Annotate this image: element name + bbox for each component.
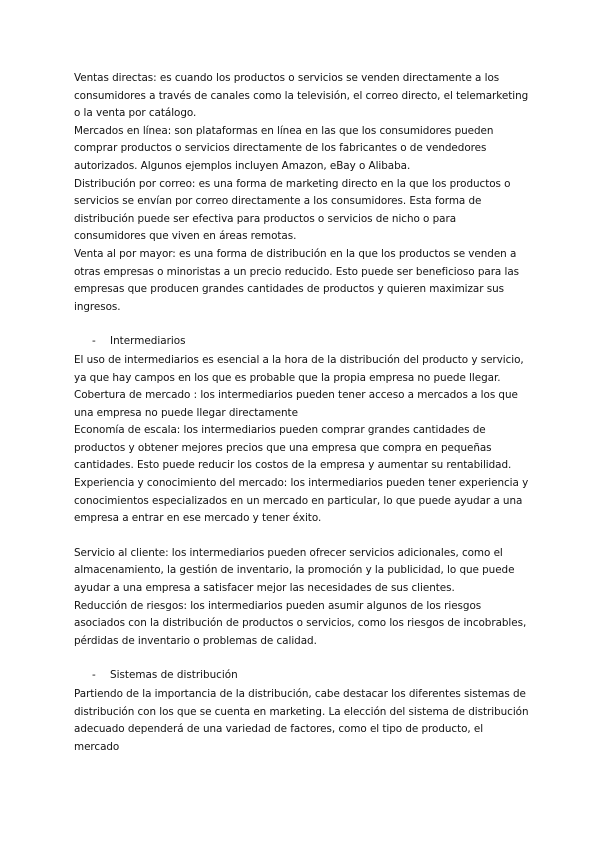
paragraph-ventas-directas: Ventas directas: es cuando los productos o servicios se venden directamente a los consumidores a través de canales como la televisión, el correo directo, el telemarketing o la venta por catálogo. [74, 72, 529, 120]
paragraph-servicio-cliente: Servicio al cliente: los intermediarios pueden ofrecer servicios adicionales, como el almacenamiento, la gestión de inventario, la promoción y la publicidad, lo que puede ayudar a una empresa a satisfacer mejor las necesidades de sus clientes. [74, 546, 515, 595]
bullet-dash: - [92, 669, 96, 682]
bullet-dash: - [92, 335, 96, 348]
section-heading-sistemas [74, 667, 530, 685]
section-heading-intermediarios [74, 333, 530, 351]
paragraph-distribucion-por-correo: Distribución por correo: es una forma de marketing directo en la que los productos o servicios se envían por correo directamente a los consumidores. Esta forma de distribución puede ser efectiva para productos o servicios de nicho o para consumidores que viven en áreas remotas. [74, 177, 511, 243]
paragraph-sistemas-distribucion: Partiendo de la importancia de la distribución, cabe destacar los diferentes sistemas de distribución con los que se cuenta en marketing. La elección del sistema de distribución adecuado dependerá de una variedad de factores, como el tipo de producto, el mercado [74, 688, 529, 753]
spacer [74, 528, 530, 545]
paragraph-reduccion-riesgos: Reducción de riesgos: los intermediarios pueden asumir algunos de los riesgos asociados con la distribución de productos o servicios, como los riesgos de incobrables, pérdidas de inventario o problemas de calidad. [74, 599, 527, 647]
paragraph-cobertura-mercado: Cobertura de mercado : los intermediarios pueden tener acceso a mercados a los que una empresa no puede llegar directamente [74, 389, 518, 419]
paragraph-economia-escala: Economía de escala: los intermediarios pueden comprar grandes cantidades de productos y obtener mejores precios que una empresa que compra en pequeñas cantidades. Esto puede reducir los costos de la empresa y aumentar su rentabilidad. [74, 424, 512, 472]
paragraph-experiencia-mercado: Experiencia y conocimiento del mercado: los intermediarios pueden tener experiencia y conocimientos especializados en un mercado en particular, lo que puede ayudar a una empresa a entrar en ese mercado y tener éxito. [74, 477, 529, 525]
paragraph-venta-al-por-mayor: Venta al por mayor: es una forma de distribución en la que los productos se venden a otras empresas o minoristas a un precio reducido. Esto puede ser beneficioso para las empresas que producen grandes cantidades de productos y quieren maximizar sus ingresos. [74, 247, 520, 313]
heading-text: Sistemas de distribución [110, 669, 238, 682]
spacer [74, 650, 530, 667]
heading-text: Intermediarios [110, 335, 186, 348]
spacer [74, 316, 530, 333]
paragraph-uso-intermediarios: El uso de intermediarios es esencial a la hora de la distribución del producto y servicio, ya que hay campos en los que es probable que la propia empresa no puede llegar. [74, 353, 524, 384]
paragraph-mercados-en-linea: Mercados en línea: son plataformas en línea en las que los consumidores pueden comprar productos o servicios directamente de los fabricantes o de vendedores autorizados. Algunos ejemplos incluyen Amazon, eBay o Alibaba. [74, 124, 494, 172]
